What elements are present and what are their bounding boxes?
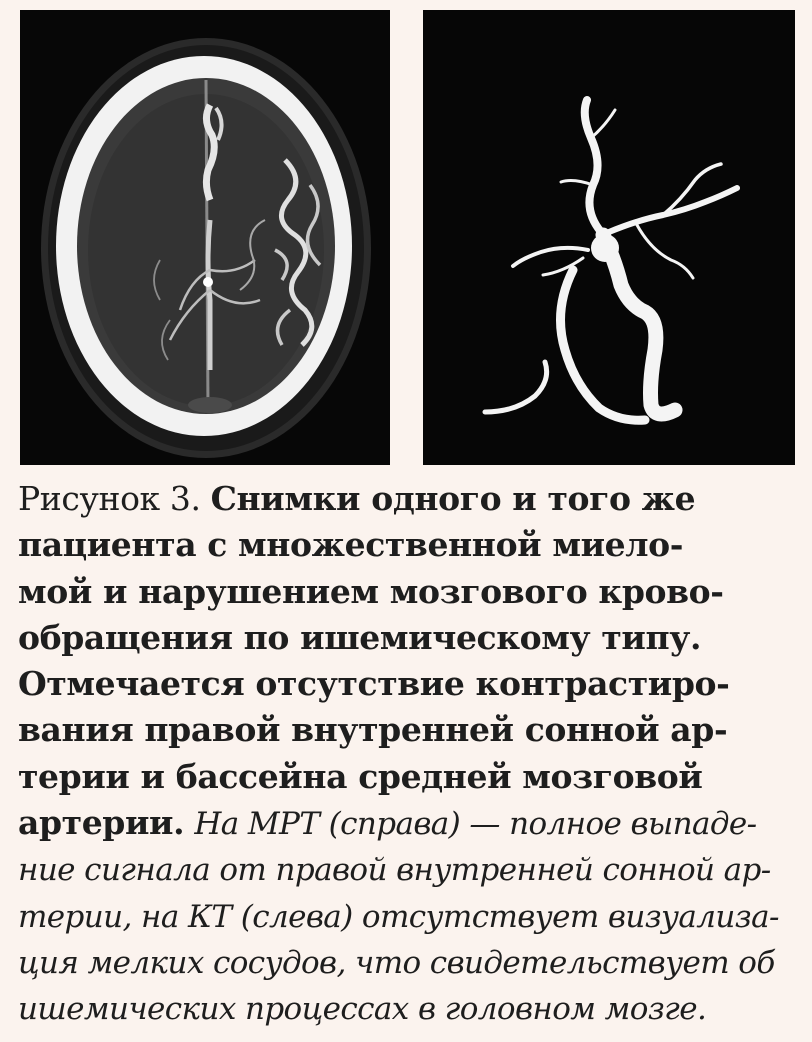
caption-italic-line: терии, на КТ (слева) отсутствует визуализа- xyxy=(18,898,779,935)
caption-bold-line: мой и нарушением мозгового крово- xyxy=(18,571,724,611)
figure-label: Рисунок 3. xyxy=(18,479,201,518)
caption-bold-line: артерии. xyxy=(18,803,185,843)
caption-bold-line: Снимки одного и того же xyxy=(210,479,696,518)
caption-bold-line: вания правой внутренней сонной ар- xyxy=(18,710,728,750)
caption-mixed-line xyxy=(18,800,798,847)
caption-italic-line: ние сигнала от правой внутренней сонной ар- xyxy=(18,852,771,889)
mr-angiography-image xyxy=(423,10,795,465)
caption-italic-line: ция мелких сосудов, что свидетельствует об xyxy=(18,944,775,981)
caption-line-1 xyxy=(18,476,798,522)
caption-bold-line: терии и бассейна средней мозговой xyxy=(18,756,703,796)
caption-bold-line: пациента с множественной миело- xyxy=(18,525,684,565)
ct-angiography-image xyxy=(20,10,390,465)
caption-italic-line: ишемических процессах в головном мозге. xyxy=(18,991,707,1028)
caption-bold-line: обращения по ишемическому типу. xyxy=(18,617,702,657)
caption-bold-line: Отмечается отсутствие контрастиро- xyxy=(18,664,730,704)
figure-caption xyxy=(18,476,798,1033)
caption-italic-line: На МРТ (справа) — полное выпаде- xyxy=(194,806,757,843)
